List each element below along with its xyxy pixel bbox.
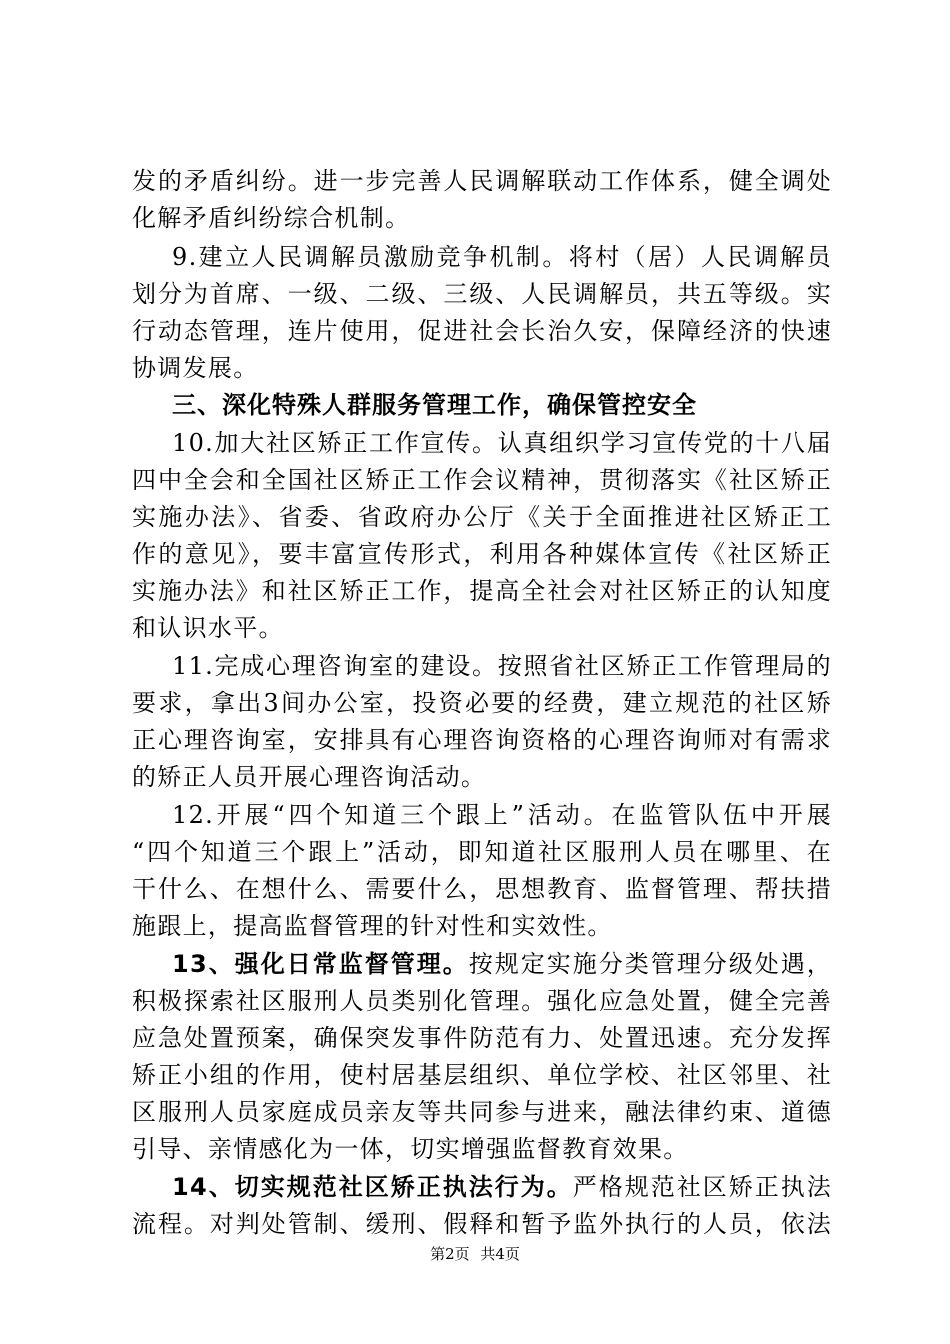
item-14-lead: 14、切实规范社区矫正执法行为。: [172, 1173, 573, 1201]
text-line: 的矫正人员开展心理咨询活动。: [132, 763, 487, 791]
item-13-lead: 13、强化日常监督管理。: [172, 950, 469, 978]
text-line: 12.开展“四个知道三个跟上”活动。在监管队伍中开展: [172, 801, 832, 829]
text-line: 和认识水平。: [132, 614, 284, 642]
text-line: “四个知道三个跟上”活动，即知道社区服刑人员在哪里、在: [132, 838, 832, 866]
text-line: [172, 1169, 832, 1205]
text-line: 积极探索社区服刑人员类别化管理。强化应急处置，健全完善: [132, 987, 832, 1015]
text-line: 10.加大社区矫正工作宣传。认真组织学习宣传党的十八届: [172, 429, 832, 457]
text-line: 区服刑人员家庭成员亲友等共同参与进来，融法律约束、道德: [132, 1098, 832, 1126]
text-line: 9.建立人民调解员激励竞争机制。将村（居）人民调解员: [172, 243, 832, 271]
text-line: 作的意见》，要丰富宣传形式，利用各种媒体宣传《社区矫正: [132, 540, 832, 568]
text-line: 流程。对判处管制、缓刑、假释和暂予监外执行的人员，依法: [132, 1210, 832, 1238]
text-line: 化解矛盾纠纷综合机制。: [132, 204, 411, 232]
text-line: 发的矛盾纠纷。进一步完善人民调解联动工作体系，健全调处: [132, 167, 832, 195]
text-line: 矫正小组的作用，使村居基层组织、单位学校、社区邻里、社: [132, 1061, 832, 1089]
text-line: 干什么、在想什么、需要什么，思想教育、监督管理、帮扶措: [132, 875, 832, 903]
text-line: 划分为首席、一级、二级、三级、人民调解员，共五等级。实: [132, 280, 832, 308]
text-line: 施跟上，提高监督管理的针对性和实效性。: [132, 912, 613, 940]
text-line: 要求，拿出3间办公室，投资必要的经费，建立规范的社区矫: [132, 689, 832, 717]
text-line: 正心理咨询室，安排具有心理咨询资格的心理咨询师对有需求: [132, 726, 832, 754]
text-line: 行动态管理，连片使用，促进社会长治久安，保障经济的快速: [132, 317, 832, 345]
text-line: 实施办法》、省委、省政府办公厅《关于全面推进社区矫正工: [132, 503, 832, 531]
text-line: 实施办法》和社区矫正工作，提高全社会对社区矫正的认知度: [132, 577, 832, 605]
item-13-text: 按规定实施分类管理分级处遇，: [468, 950, 833, 978]
text-line: 四中全会和全国社区矫正工作会议精神，贯彻落实《社区矫正: [132, 466, 832, 494]
text-line: 引导、亲情感化为一体，切实增强监督教育效果。: [132, 1135, 689, 1163]
item-14-text: 严格规范社区矫正执法: [572, 1173, 833, 1201]
text-line: 11.完成心理咨询室的建设。按照省社区矫正工作管理局的: [172, 652, 832, 680]
text-line: 应急处置预案，确保突发事件防范有力、处置迅速。充分发挥: [132, 1024, 832, 1052]
text-line: [172, 946, 832, 982]
page-footer: 第2页 共4页: [430, 1245, 520, 1263]
section-heading: 三、深化特殊人群服务管理工作，确保管控安全: [172, 391, 697, 419]
text-line: 协调发展。: [132, 354, 259, 382]
